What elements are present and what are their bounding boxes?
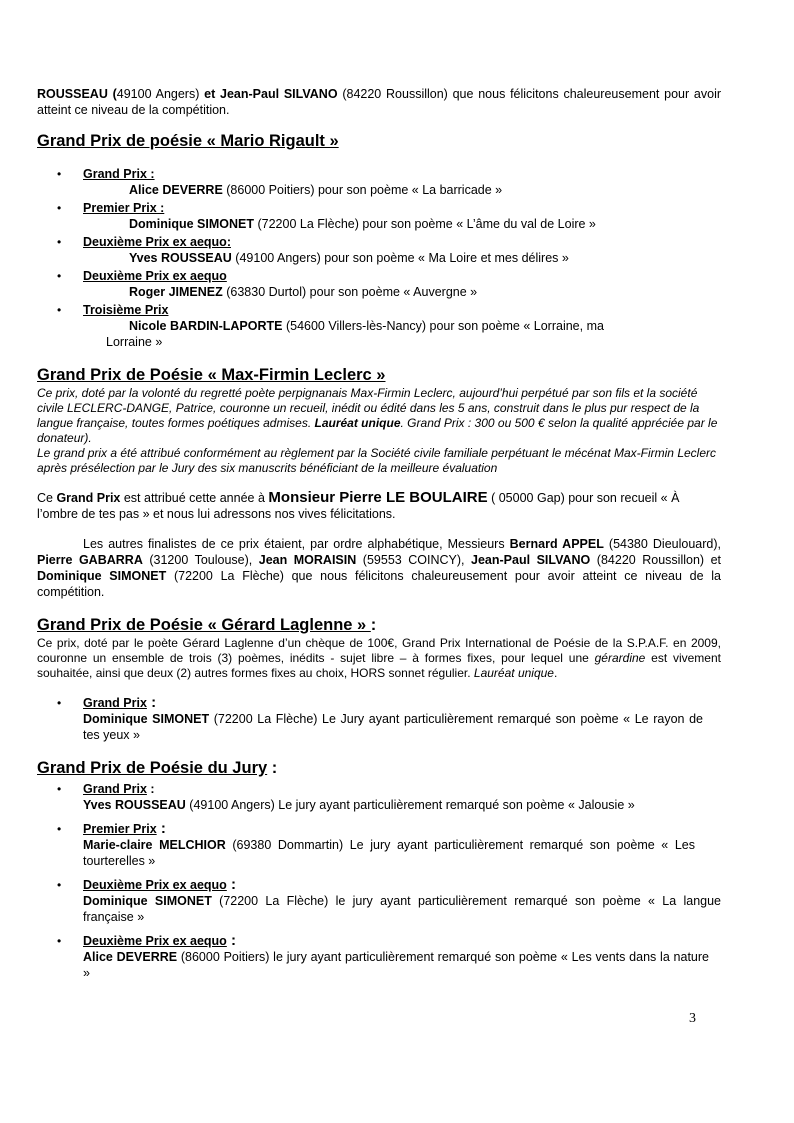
- bullet-icon: •: [57, 269, 62, 283]
- winner-paragraph: Ce Grand Prix est attribué cette année à Monsieur Pierre LE BOULAIRE ( 05000 Gap) pour son recueil « À l’ombre de tes pas » et nous lui adressons nos vives félicitations.: [37, 489, 680, 521]
- laureate-name: Alice DEVERRE: [129, 183, 223, 197]
- prize-label: Premier Prix :: [83, 201, 165, 215]
- laureate-detail: (72200 La Flèche) pour son poème « L’âme du val de Loire »: [254, 217, 596, 231]
- bullet-icon: •: [57, 878, 62, 892]
- prize-label: Deuxième Prix ex aequo: [83, 934, 227, 948]
- laureate-name: Yves ROUSSEAU: [129, 251, 232, 265]
- laureate-detail: (69380 Dommartin) Le jury ayant particulièrement remarqué son poème « Les tourterelles »: [83, 838, 696, 868]
- prize-list-jury: [37, 781, 721, 981]
- laureate-name: Marie-claire MELCHIOR: [83, 838, 226, 852]
- prize-label: Deuxième Prix ex aequo: [83, 878, 227, 892]
- laureate-detail: (54600 Villers-lès-Nancy) pour son poème « Lorraine, ma: [282, 319, 604, 333]
- list-item: [37, 166, 721, 198]
- laureate-detail: (63830 Durtol) pour son poème « Auvergne »: [222, 285, 478, 299]
- list-item: • Deuxième Prix ex aequo : Dominique SIMONET (72200 La Flèche) le jury ayant particulièrement remarqué son poème « La langue française »: [57, 876, 722, 924]
- laureate-detail: (86000 Poitiers) le jury ayant particulièrement remarqué son poème « Les vents dans la nature »: [83, 950, 710, 980]
- prize-label: Deuxième Prix ex aequo: [83, 269, 227, 283]
- list-item: [37, 200, 721, 232]
- laureat-unique: Lauréat unique: [314, 416, 401, 430]
- winner-name: Monsieur Pierre LE BOULAIRE: [268, 489, 488, 506]
- list-item: [37, 302, 721, 350]
- bullet-icon: •: [57, 201, 62, 215]
- finalists-paragraph: Les autres finalistes de ce prix étaient, par ordre alphabétique, Messieurs Bernard APPEL (54380 Dieulouard), Pierre GABARRA (31200 Toulouse), Jean MORAISIN (59553 COINCY), Jean-Paul SILVANO (84220 Roussillon) et Dominique SIMONET (72200 La Flèche) que nous félicitons chaleureusement pour avoir atteint ce niveau de la compétition.: [37, 537, 722, 599]
- bullet-icon: •: [57, 167, 62, 181]
- laureate-name: Yves ROUSSEAU: [83, 798, 186, 812]
- bullet-icon: •: [57, 696, 62, 710]
- laureate-detail: (86000 Poitiers) pour son poème « La barricade »: [222, 183, 503, 197]
- list-item: • Premier Prix : Marie-claire MELCHIOR (69380 Dommartin) Le jury ayant particulièrement remarqué son poème « Les tourterelles »: [57, 820, 696, 868]
- bullet-icon: •: [57, 303, 62, 317]
- bullet-icon: •: [57, 235, 62, 249]
- intro-name-rousseau: ROUSSEAU (: [37, 87, 117, 101]
- section-title-jury: Grand Prix de Poésie du Jury :: [37, 759, 278, 777]
- bullet-icon: •: [57, 822, 62, 836]
- prize-label: Grand Prix: [83, 696, 147, 710]
- list-item: • Grand Prix : Dominique SIMONET (72200 La Flèche) Le Jury ayant particulièrement remarqué son poème « Le rayon de tes yeux »: [57, 694, 704, 742]
- intro-name-silvano: et Jean-Paul SILVANO: [204, 87, 338, 101]
- list-item: • Grand Prix : Yves ROUSSEAU (49100 Angers) Le jury ayant particulièrement remarqué son poème « Jalousie »: [57, 782, 635, 812]
- intro-text: (84220 Roussillon) que nous félicitons chaleureusement pour avoir atteint ce niveau de la compétition.: [37, 87, 722, 117]
- prize-label: Grand Prix: [83, 782, 147, 796]
- bullet-icon: •: [57, 782, 62, 796]
- intro-text: 49100 Angers): [116, 87, 205, 101]
- document-page: [37, 86, 721, 981]
- laureate-name: Dominique SIMONET: [83, 894, 212, 908]
- bullet-icon: •: [57, 934, 62, 948]
- laureate-detail: (72200 La Flèche) le jury ayant particulièrement remarqué son poème « La langue française »: [83, 894, 722, 924]
- list-item: [37, 268, 721, 300]
- prize-list-gerard-laglenne: [37, 695, 721, 743]
- prize-description: Ce prix, doté par le poète Gérard Laglenne d’un chèque de 100€, Grand Prix International de Poésie de la S.P.A.F. en 2009, couronne un ensemble de trois (3) poèmes, inédits - sujet libre – à formes fixes, pour lequel une gérardine est vivement souhaitée, ainsi que deux (2) autres formes fixes au choix, HORS sonnet régulier. Lauréat unique.: [37, 636, 721, 680]
- prize-label: Deuxième Prix ex aequo:: [83, 235, 231, 249]
- section-title-mario-rigault: Grand Prix de poésie « Mario Rigault »: [37, 132, 339, 150]
- laureate-name: Dominique SIMONET: [129, 217, 254, 231]
- laureate-detail: (49100 Angers) pour son poème « Ma Loire et mes délires »: [231, 251, 569, 265]
- prize-description: Ce prix, doté par la volonté du regretté poète perpignanais Max-Firmin Leclerc, aujourd’hui perpétué par son fils et la société civile LECLERC-DANGE, Patrice, couronne un recueil, inédit ou édité dans les 5 ans, construit dans le plus pur respect de la langue française, toutes formes poétiques admises. Lauréat unique. Grand Prix : 300 ou 500 € selon la qualité appréciée par le donateur).: [37, 386, 718, 445]
- prize-label: Troisième Prix: [83, 303, 169, 317]
- page-number: 3: [689, 1011, 696, 1026]
- laureate-detail: (72200 La Flèche) Le Jury ayant particulièrement remarqué son poème « Le rayon de tes yeux »: [83, 712, 704, 742]
- prize-label: Grand Prix :: [83, 167, 155, 181]
- laureate-name: Alice DEVERRE: [83, 950, 178, 964]
- intro-paragraph: [37, 86, 721, 118]
- list-item: • Deuxième Prix ex aequo : Alice DEVERRE (86000 Poitiers) le jury ayant particulièrement remarqué son poème « Les vents dans la nature »: [57, 932, 710, 980]
- prize-description-2: Le grand prix a été attribué conformément au règlement par la Société civile familiale perpétuant le mécénat Max-Firmin Leclerc après présélection par le Jury des six manuscrits bénéficiant de la meilleure évaluation: [37, 446, 716, 475]
- laureate-name: Dominique SIMONET: [83, 712, 210, 726]
- prize-list-mario-rigault: [37, 166, 721, 350]
- prize-label: Premier Prix: [83, 822, 157, 836]
- list-item: [37, 234, 721, 266]
- laureate-name: Nicole BARDIN-LAPORTE: [129, 319, 283, 333]
- section-title-max-firmin-leclerc: Grand Prix de Poésie « Max-Firmin Leclerc »: [37, 366, 386, 384]
- section-title-gerard-laglenne: Grand Prix de Poésie « Gérard Laglenne » :: [37, 616, 377, 634]
- laureate-name: Roger JIMENEZ: [129, 285, 223, 299]
- laureate-detail: (49100 Angers) Le jury ayant particulièrement remarqué son poème « Jalousie »: [185, 798, 635, 812]
- laureate-detail-cont: Lorraine »: [106, 335, 163, 349]
